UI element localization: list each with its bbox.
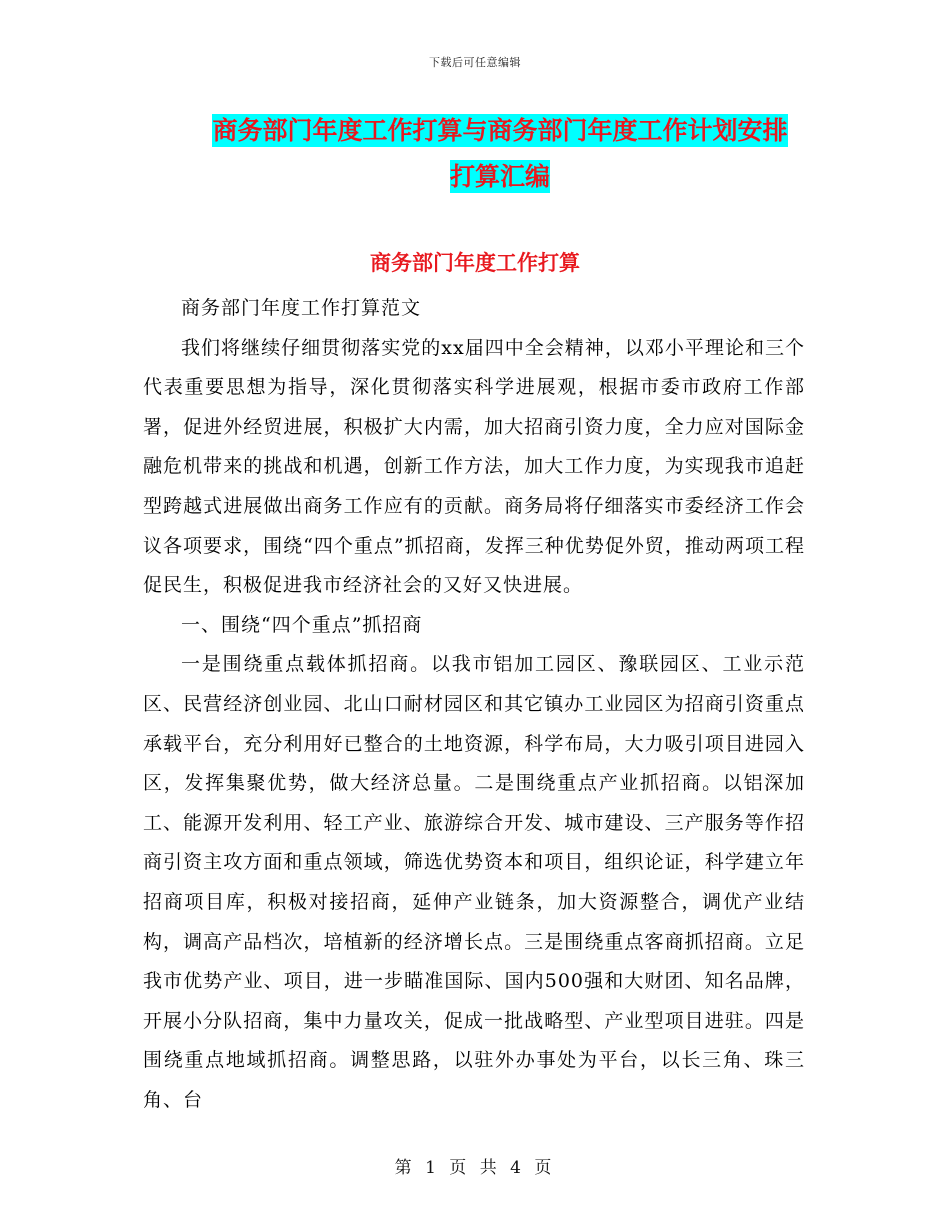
paragraph-intro: 我们将继续仔细贯彻落实党的xx届四中全会精神，以邓小平理论和三个代表重要思想为指导，深化贯彻落实科学进展观，根据市委市政府工作部署，促进外经贸进展，积极扩大内需，加大招商引资力度，全力应对国际金融危机带来的挑战和机遇，创新工作方法，加大工作力度，为实现我市追赶型跨越式进展做出商务工作应有的贡献。商务局将仔细落实市委经济工作会议各项要求，围绕“四个重点”抓招商，发挥三种优势促外贸，推动两项工程促民生，积极促进我市经济社会的又好又快进展。 (143, 336, 805, 597)
document-body (143, 289, 805, 1120)
paragraph-subtitle: 商务部门年度工作打算范文 (181, 297, 422, 319)
paragraph-heading-1: 一、围绕“四个重点”抓招商 (181, 613, 423, 636)
header-note: 下载后可任意编辑 (429, 56, 521, 69)
section-title: 商务部门年度工作打算 (370, 251, 580, 275)
document-title-line-1: 商务部门年度工作打算与商务部门年度工作计划安排 (212, 116, 788, 145)
page-footer: 第 1 页 共 4 页 (394, 1158, 556, 1178)
paragraph-body-1: 一是围绕重点载体抓招商。以我市铝加工园区、豫联园区、工业示范区、民营经济创业园、北山口耐材园区和其它镇办工业园区为招商引资重点承载平台，充分利用好已整合的土地资源，科学布局，大力吸引项目进园入区，发挥集聚优势，做大经济总量。二是围绕重点产业抓招商。以铝深加工、能源开发利用、轻工产业、旅游综合开发、城市建设、三产服务等作招商引资主攻方面和重点领域，筛选优势资本和项目，组织论证，科学建立年招商项目库，积极对接招商，延伸产业链条，加大资源整合，调优产业结构，调高产品档次，培植新的经济增长点。三是围绕重点客商抓招商。立足我市优势产业、项目，进一步瞄准国际、国内500强和大财团、知名品牌，开展小分队招商，集中力量攻关，促成一批战略型、产业型项目进驻。四是围绕重点地域抓招商。调整思路，以驻外办事处为平台，以长三角、珠三角、台 (143, 653, 805, 1111)
document-title-line-2: 打算汇编 (449, 162, 550, 191)
document-title (190, 108, 810, 200)
